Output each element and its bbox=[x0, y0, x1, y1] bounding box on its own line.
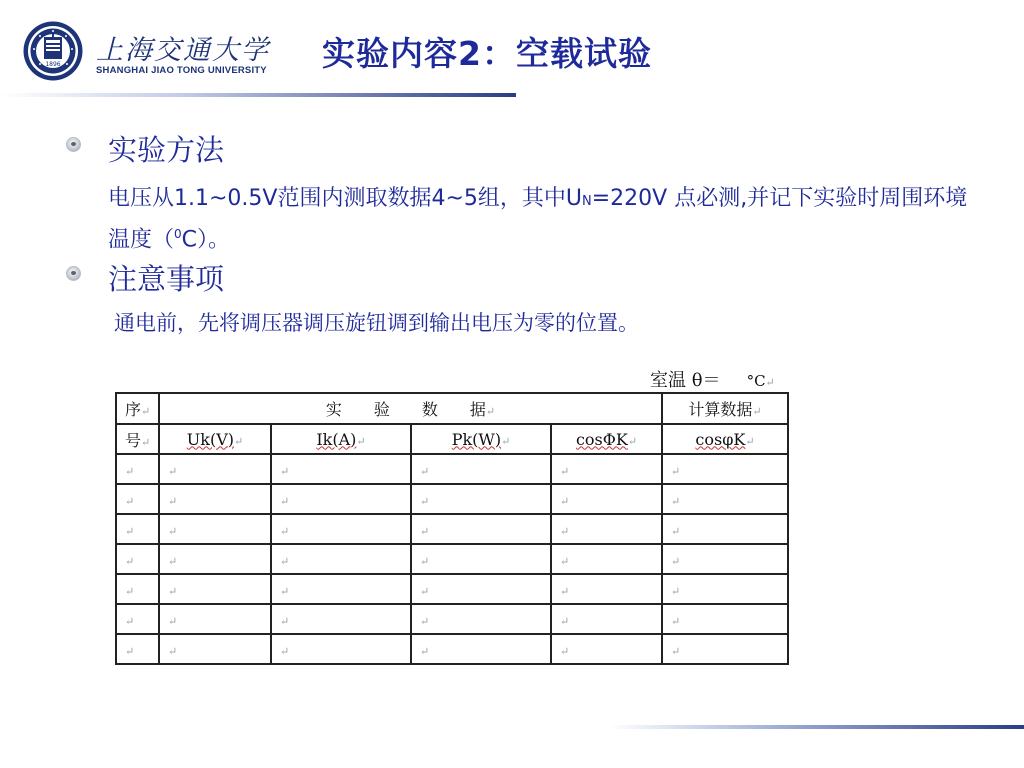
table-cell bbox=[116, 574, 159, 604]
method-text-part2: =220V 点必测,并记下实验时周围环境温度（ bbox=[108, 186, 968, 253]
method-text-part3: C）。 bbox=[181, 227, 231, 253]
return-mark-icon: ↵ bbox=[560, 644, 570, 658]
return-mark-icon: ↵ bbox=[168, 464, 178, 478]
header-seq-bottom: 号↵ bbox=[116, 424, 159, 454]
header-experiment-data: 实 验 数 据↵ bbox=[159, 393, 662, 424]
return-mark-icon: ↵ bbox=[125, 464, 135, 478]
table-cell bbox=[271, 604, 411, 634]
table-cell bbox=[271, 574, 411, 604]
return-mark-icon: ↵ bbox=[560, 494, 570, 508]
title-underline bbox=[0, 93, 516, 97]
table-cell bbox=[662, 604, 788, 634]
return-mark-icon: ↵ bbox=[671, 494, 681, 508]
bullet-icon bbox=[66, 137, 81, 152]
return-mark-icon: ↵ bbox=[280, 644, 290, 658]
university-seal-icon bbox=[22, 20, 84, 82]
method-paragraph bbox=[108, 183, 968, 256]
return-mark-icon: ↵ bbox=[125, 524, 135, 538]
table-cell bbox=[116, 544, 159, 574]
return-mark-icon: ↵ bbox=[671, 644, 681, 658]
return-mark-icon: ↵ bbox=[280, 584, 290, 598]
experiment-data-table bbox=[115, 392, 789, 665]
return-mark-icon: ↵ bbox=[420, 464, 430, 478]
table-row bbox=[116, 604, 788, 634]
return-mark-icon: ↵ bbox=[560, 464, 570, 478]
table-cell bbox=[159, 634, 271, 664]
table-row bbox=[116, 544, 788, 574]
return-mark-icon: ↵ bbox=[168, 614, 178, 628]
table-cell bbox=[411, 574, 551, 604]
return-mark-icon: ↵ bbox=[671, 524, 681, 538]
return-mark-icon: ↵ bbox=[420, 524, 430, 538]
section-heading-method: 实验方法 bbox=[108, 133, 225, 167]
table-cell bbox=[662, 484, 788, 514]
table-cell bbox=[662, 544, 788, 574]
table-cell bbox=[159, 514, 271, 544]
notes-paragraph: 通电前，先将调压器调压旋钮调到输出电压为零的位置。 bbox=[114, 311, 639, 335]
return-mark-icon: ↵ bbox=[280, 524, 290, 538]
table-row bbox=[116, 634, 788, 664]
return-mark-icon: ↵ bbox=[280, 494, 290, 508]
return-mark-icon: ↵ bbox=[280, 554, 290, 568]
table-cell bbox=[551, 604, 662, 634]
return-mark-icon: ↵ bbox=[125, 614, 135, 628]
table-cell bbox=[551, 454, 662, 484]
return-mark-icon: ↵ bbox=[125, 584, 135, 598]
table-cell bbox=[271, 514, 411, 544]
return-mark-icon: ↵ bbox=[671, 464, 681, 478]
column-header: Uk(V)↵ bbox=[159, 424, 271, 454]
table-cell bbox=[411, 634, 551, 664]
return-mark-icon: ↵ bbox=[125, 494, 135, 508]
return-mark-icon: ↵ bbox=[420, 644, 430, 658]
table-cell bbox=[271, 634, 411, 664]
table-cell bbox=[159, 604, 271, 634]
column-header: cosφK↵ bbox=[662, 424, 788, 454]
return-mark-icon: ↵ bbox=[168, 644, 178, 658]
table-cell bbox=[551, 484, 662, 514]
return-mark-icon: ↵ bbox=[420, 584, 430, 598]
university-name-chinese: 上海交通大学 bbox=[96, 35, 270, 66]
table-cell bbox=[116, 484, 159, 514]
return-mark-icon: ↵ bbox=[168, 494, 178, 508]
method-text-part1: 电压从1.1~0.5V范围内测取数据4~5组，其中U bbox=[108, 186, 582, 211]
slide-title: 实验内容2：空载试验 bbox=[322, 34, 652, 73]
table-cell bbox=[411, 544, 551, 574]
seal-year: 1896 bbox=[45, 61, 61, 68]
bullet-icon bbox=[66, 266, 81, 281]
table-row bbox=[116, 484, 788, 514]
return-mark-icon: ↵ bbox=[560, 554, 570, 568]
return-mark-icon: ↵ bbox=[125, 554, 135, 568]
return-mark-icon: ↵ bbox=[560, 524, 570, 538]
return-mark-icon: ↵ bbox=[420, 614, 430, 628]
table-cell bbox=[411, 604, 551, 634]
university-name-english: SHANGHAI JIAO TONG UNIVERSITY bbox=[96, 65, 267, 76]
table-row bbox=[116, 454, 788, 484]
header-seq-top: 序↵ bbox=[116, 393, 159, 424]
return-mark-icon: ↵ bbox=[560, 584, 570, 598]
table-cell bbox=[411, 514, 551, 544]
return-mark-icon: ↵ bbox=[671, 584, 681, 598]
table-cell bbox=[662, 574, 788, 604]
room-temperature-text: 室温 θ＝ bbox=[650, 370, 721, 391]
column-header: Pk(W)↵ bbox=[411, 424, 551, 454]
table-cell bbox=[551, 514, 662, 544]
return-mark-icon: ↵ bbox=[168, 524, 178, 538]
table-cell bbox=[159, 454, 271, 484]
table-cell bbox=[411, 484, 551, 514]
table-cell bbox=[116, 514, 159, 544]
table-cell bbox=[159, 544, 271, 574]
table-cell bbox=[662, 514, 788, 544]
return-mark-icon: ↵ bbox=[671, 614, 681, 628]
room-temperature-label bbox=[650, 366, 775, 392]
table-cell bbox=[159, 574, 271, 604]
table-cell bbox=[662, 454, 788, 484]
table-row bbox=[116, 574, 788, 604]
table-cell bbox=[116, 454, 159, 484]
university-logo bbox=[22, 20, 282, 82]
table-cell bbox=[116, 604, 159, 634]
table-cell bbox=[159, 484, 271, 514]
table-cell bbox=[271, 544, 411, 574]
table-cell bbox=[271, 454, 411, 484]
return-mark-icon: ↵ bbox=[168, 554, 178, 568]
method-superscript: 0 bbox=[174, 227, 182, 241]
return-mark-icon: ↵ bbox=[280, 614, 290, 628]
table-cell bbox=[662, 634, 788, 664]
section-heading-notes: 注意事项 bbox=[108, 262, 225, 296]
return-mark-icon: ↵ bbox=[765, 376, 775, 389]
room-temperature-unit: °C bbox=[746, 372, 766, 390]
table-cell bbox=[271, 484, 411, 514]
footer-rule bbox=[610, 725, 1024, 729]
return-mark-icon: ↵ bbox=[420, 554, 430, 568]
table-row bbox=[116, 514, 788, 544]
table-cell bbox=[551, 634, 662, 664]
return-mark-icon: ↵ bbox=[280, 464, 290, 478]
return-mark-icon: ↵ bbox=[420, 494, 430, 508]
return-mark-icon: ↵ bbox=[671, 554, 681, 568]
return-mark-icon: ↵ bbox=[168, 584, 178, 598]
column-header: cosΦK↵ bbox=[551, 424, 662, 454]
table-cell bbox=[551, 574, 662, 604]
return-mark-icon: ↵ bbox=[560, 614, 570, 628]
table-cell bbox=[116, 634, 159, 664]
column-header: Ik(A)↵ bbox=[271, 424, 411, 454]
return-mark-icon: ↵ bbox=[125, 644, 135, 658]
method-subscript: N bbox=[582, 194, 592, 209]
table-cell bbox=[411, 454, 551, 484]
header-calculated-data: 计算数据↵ bbox=[662, 393, 788, 424]
table-cell bbox=[551, 544, 662, 574]
